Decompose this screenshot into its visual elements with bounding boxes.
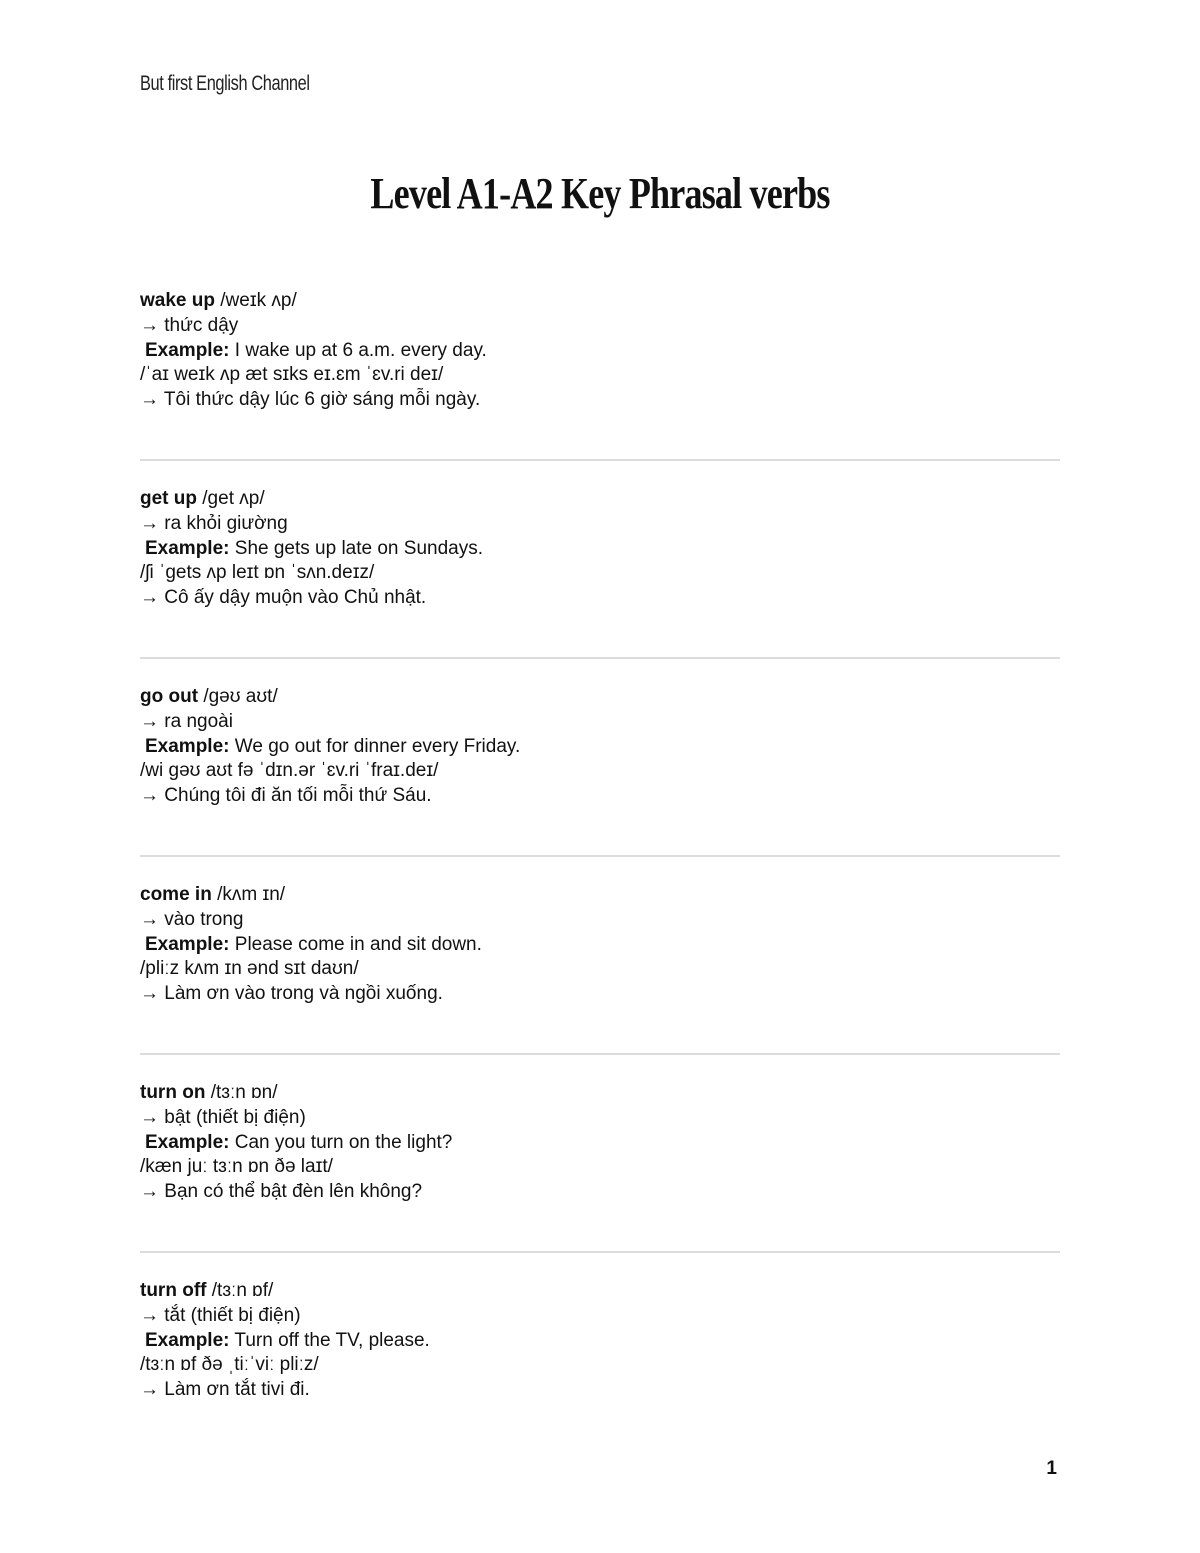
meaning: → vào trong xyxy=(140,908,244,930)
meaning: → ra ngoài xyxy=(140,710,233,732)
page-title-text: Level A1-A2 Key Phrasal verbs xyxy=(370,169,830,218)
phrasal-verb-entry xyxy=(140,289,1060,459)
example-translation: → Cô ấy dậy muộn vào Chủ nhật. xyxy=(140,587,427,609)
example-ipa: /ˈaɪ weɪk ʌp æt sɪks eɪ.ɛm ˈɛv.ri deɪ/ xyxy=(140,364,444,386)
phrasal-verb-ipa: /tɜːn ɒn/ xyxy=(210,1082,278,1103)
page-title xyxy=(0,168,1200,219)
meaning: → ra khỏi giường xyxy=(140,512,288,534)
page-number: 1 xyxy=(1046,1458,1057,1479)
example-label: Example: xyxy=(145,1131,230,1153)
example-line xyxy=(140,537,1060,562)
meaning: → bật (thiết bị điện) xyxy=(140,1106,306,1128)
phrasal-verb-ipa: /kʌm ɪn/ xyxy=(217,884,286,905)
example-line xyxy=(140,933,1060,958)
example-label: Example: xyxy=(145,537,230,559)
phrasal-verb-entry xyxy=(140,1279,1060,1449)
phrasal-verb-term: go out xyxy=(140,686,199,707)
phrasal-verb-ipa: /tɜːn ɒf/ xyxy=(211,1280,274,1301)
phrasal-verb-term: wake up xyxy=(140,290,215,311)
example-label: Example: xyxy=(145,1329,230,1351)
example-sentence: Can you turn on the light? xyxy=(234,1131,453,1153)
example-sentence: I wake up at 6 a.m. every day. xyxy=(234,339,487,361)
example-sentence: She gets up late on Sundays. xyxy=(234,537,483,559)
example-line xyxy=(140,735,1060,760)
phrasal-verb-entry xyxy=(140,685,1060,855)
example-ipa: /pliːz kʌm ɪn ənd sɪt daʊn/ xyxy=(140,958,359,980)
entry-heading xyxy=(140,685,1060,710)
phrasal-verb-ipa: /weɪk ʌp/ xyxy=(220,290,297,311)
example-translation: → Làm ơn vào trong và ngồi xuống. xyxy=(140,983,443,1005)
phrasal-verb-term: turn on xyxy=(140,1082,206,1103)
phrasal-verb-term: come in xyxy=(140,884,212,905)
example-ipa: /wi gəʊ aʊt fə ˈdɪn.ər ˈɛv.ri ˈfraɪ.deɪ/ xyxy=(140,760,439,782)
entries-list xyxy=(140,289,1060,1449)
phrasal-verb-entry xyxy=(140,1081,1060,1251)
phrasal-verb-entry xyxy=(140,487,1060,657)
meaning: → thức dậy xyxy=(140,314,239,336)
example-translation: → Làm ơn tắt tivi đi. xyxy=(140,1379,310,1401)
phrasal-verb-ipa: /get ʌp/ xyxy=(202,488,265,509)
example-line xyxy=(140,1131,1060,1156)
example-sentence: We go out for dinner every Friday. xyxy=(234,735,521,757)
example-translation: → Tôi thức dậy lúc 6 giờ sáng mỗi ngày. xyxy=(140,389,481,411)
example-ipa: /ʃi ˈgets ʌp leɪt ɒn ˈsʌn.deɪz/ xyxy=(140,562,375,584)
meaning: → tắt (thiết bị điện) xyxy=(140,1304,301,1326)
entry-heading xyxy=(140,289,1060,314)
entry-heading xyxy=(140,487,1060,512)
example-label: Example: xyxy=(145,933,230,955)
example-ipa: /tɜːn ɒf ðə ˌtiːˈviː pliːz/ xyxy=(140,1354,319,1376)
example-sentence: Turn off the TV, please. xyxy=(234,1329,430,1351)
phrasal-verb-term: turn off xyxy=(140,1280,207,1301)
phrasal-verb-term: get up xyxy=(140,488,197,509)
phrasal-verb-entry xyxy=(140,883,1060,1053)
entry-heading xyxy=(140,1279,1060,1304)
example-label: Example: xyxy=(145,339,230,361)
example-translation: → Bạn có thể bật đèn lên không? xyxy=(140,1181,423,1203)
header-brand: But first English Channel xyxy=(140,72,310,95)
example-line xyxy=(140,1329,1060,1354)
example-translation: → Chúng tôi đi ăn tối mỗi thứ Sáu. xyxy=(140,785,432,807)
example-line xyxy=(140,339,1060,364)
example-ipa: /kæn juː tɜːn ɒn ðə laɪt/ xyxy=(140,1156,333,1178)
example-label: Example: xyxy=(145,735,230,757)
entry-heading xyxy=(140,883,1060,908)
example-sentence: Please come in and sit down. xyxy=(234,933,482,955)
entry-heading xyxy=(140,1081,1060,1106)
phrasal-verb-ipa: /gəʊ aʊt/ xyxy=(203,686,278,707)
